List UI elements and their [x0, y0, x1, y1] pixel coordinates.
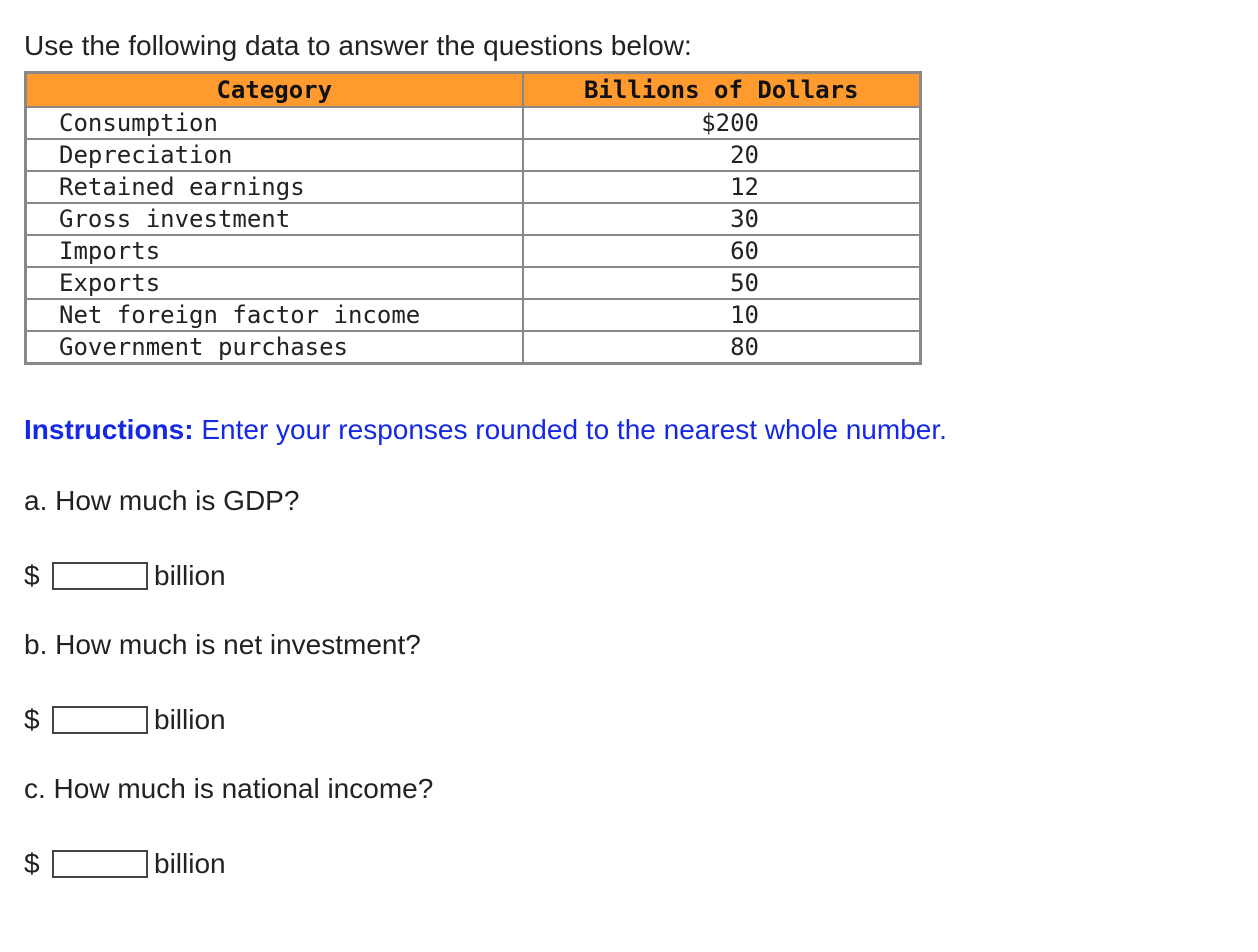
- instructions: [24, 414, 947, 446]
- dollar-sign: $: [24, 560, 40, 591]
- table-row: [26, 107, 921, 139]
- table-row: [26, 299, 921, 331]
- question-c: c. How much is national income?: [24, 773, 434, 804]
- row-category: Government purchases: [26, 331, 523, 364]
- row-value: 80: [523, 331, 921, 364]
- national-income-input[interactable]: [52, 850, 148, 878]
- gdp-input[interactable]: [52, 562, 148, 590]
- dollar-sign: $: [24, 848, 40, 879]
- row-value: 30: [523, 203, 921, 235]
- data-table: [24, 71, 922, 365]
- row-value: 12: [523, 171, 921, 203]
- header-category: Category: [26, 73, 523, 108]
- row-category: Gross investment: [26, 203, 523, 235]
- net-investment-input[interactable]: [52, 706, 148, 734]
- unit-label: billion: [154, 704, 226, 735]
- answer-a: [24, 556, 226, 596]
- answer-b: [24, 700, 226, 740]
- question-b: b. How much is net investment?: [24, 629, 421, 660]
- question-a: a. How much is GDP?: [24, 485, 300, 516]
- unit-label: billion: [154, 560, 226, 591]
- header-billions: Billions of Dollars: [523, 73, 921, 108]
- table-row: [26, 235, 921, 267]
- table-header-row: [26, 73, 921, 108]
- row-category: Retained earnings: [26, 171, 523, 203]
- unit-label: billion: [154, 848, 226, 879]
- instructions-label: Instructions:: [24, 414, 194, 445]
- row-category: Exports: [26, 267, 523, 299]
- row-value: 10: [523, 299, 921, 331]
- row-category: Net foreign factor income: [26, 299, 523, 331]
- instructions-text: Enter your responses rounded to the nearest whole number.: [193, 414, 947, 445]
- row-category: Imports: [26, 235, 523, 267]
- table-row: [26, 139, 921, 171]
- table-row: [26, 267, 921, 299]
- row-category: Depreciation: [26, 139, 523, 171]
- table-row: [26, 331, 921, 364]
- row-value: 50: [523, 267, 921, 299]
- answer-c: [24, 844, 226, 884]
- table-row: [26, 203, 921, 235]
- row-value: 60: [523, 235, 921, 267]
- row-value: 20: [523, 139, 921, 171]
- row-category: Consumption: [26, 107, 523, 139]
- intro-text: Use the following data to answer the questions below:: [24, 30, 692, 61]
- table-row: [26, 171, 921, 203]
- dollar-sign: $: [24, 704, 40, 735]
- row-value: $200: [523, 107, 921, 139]
